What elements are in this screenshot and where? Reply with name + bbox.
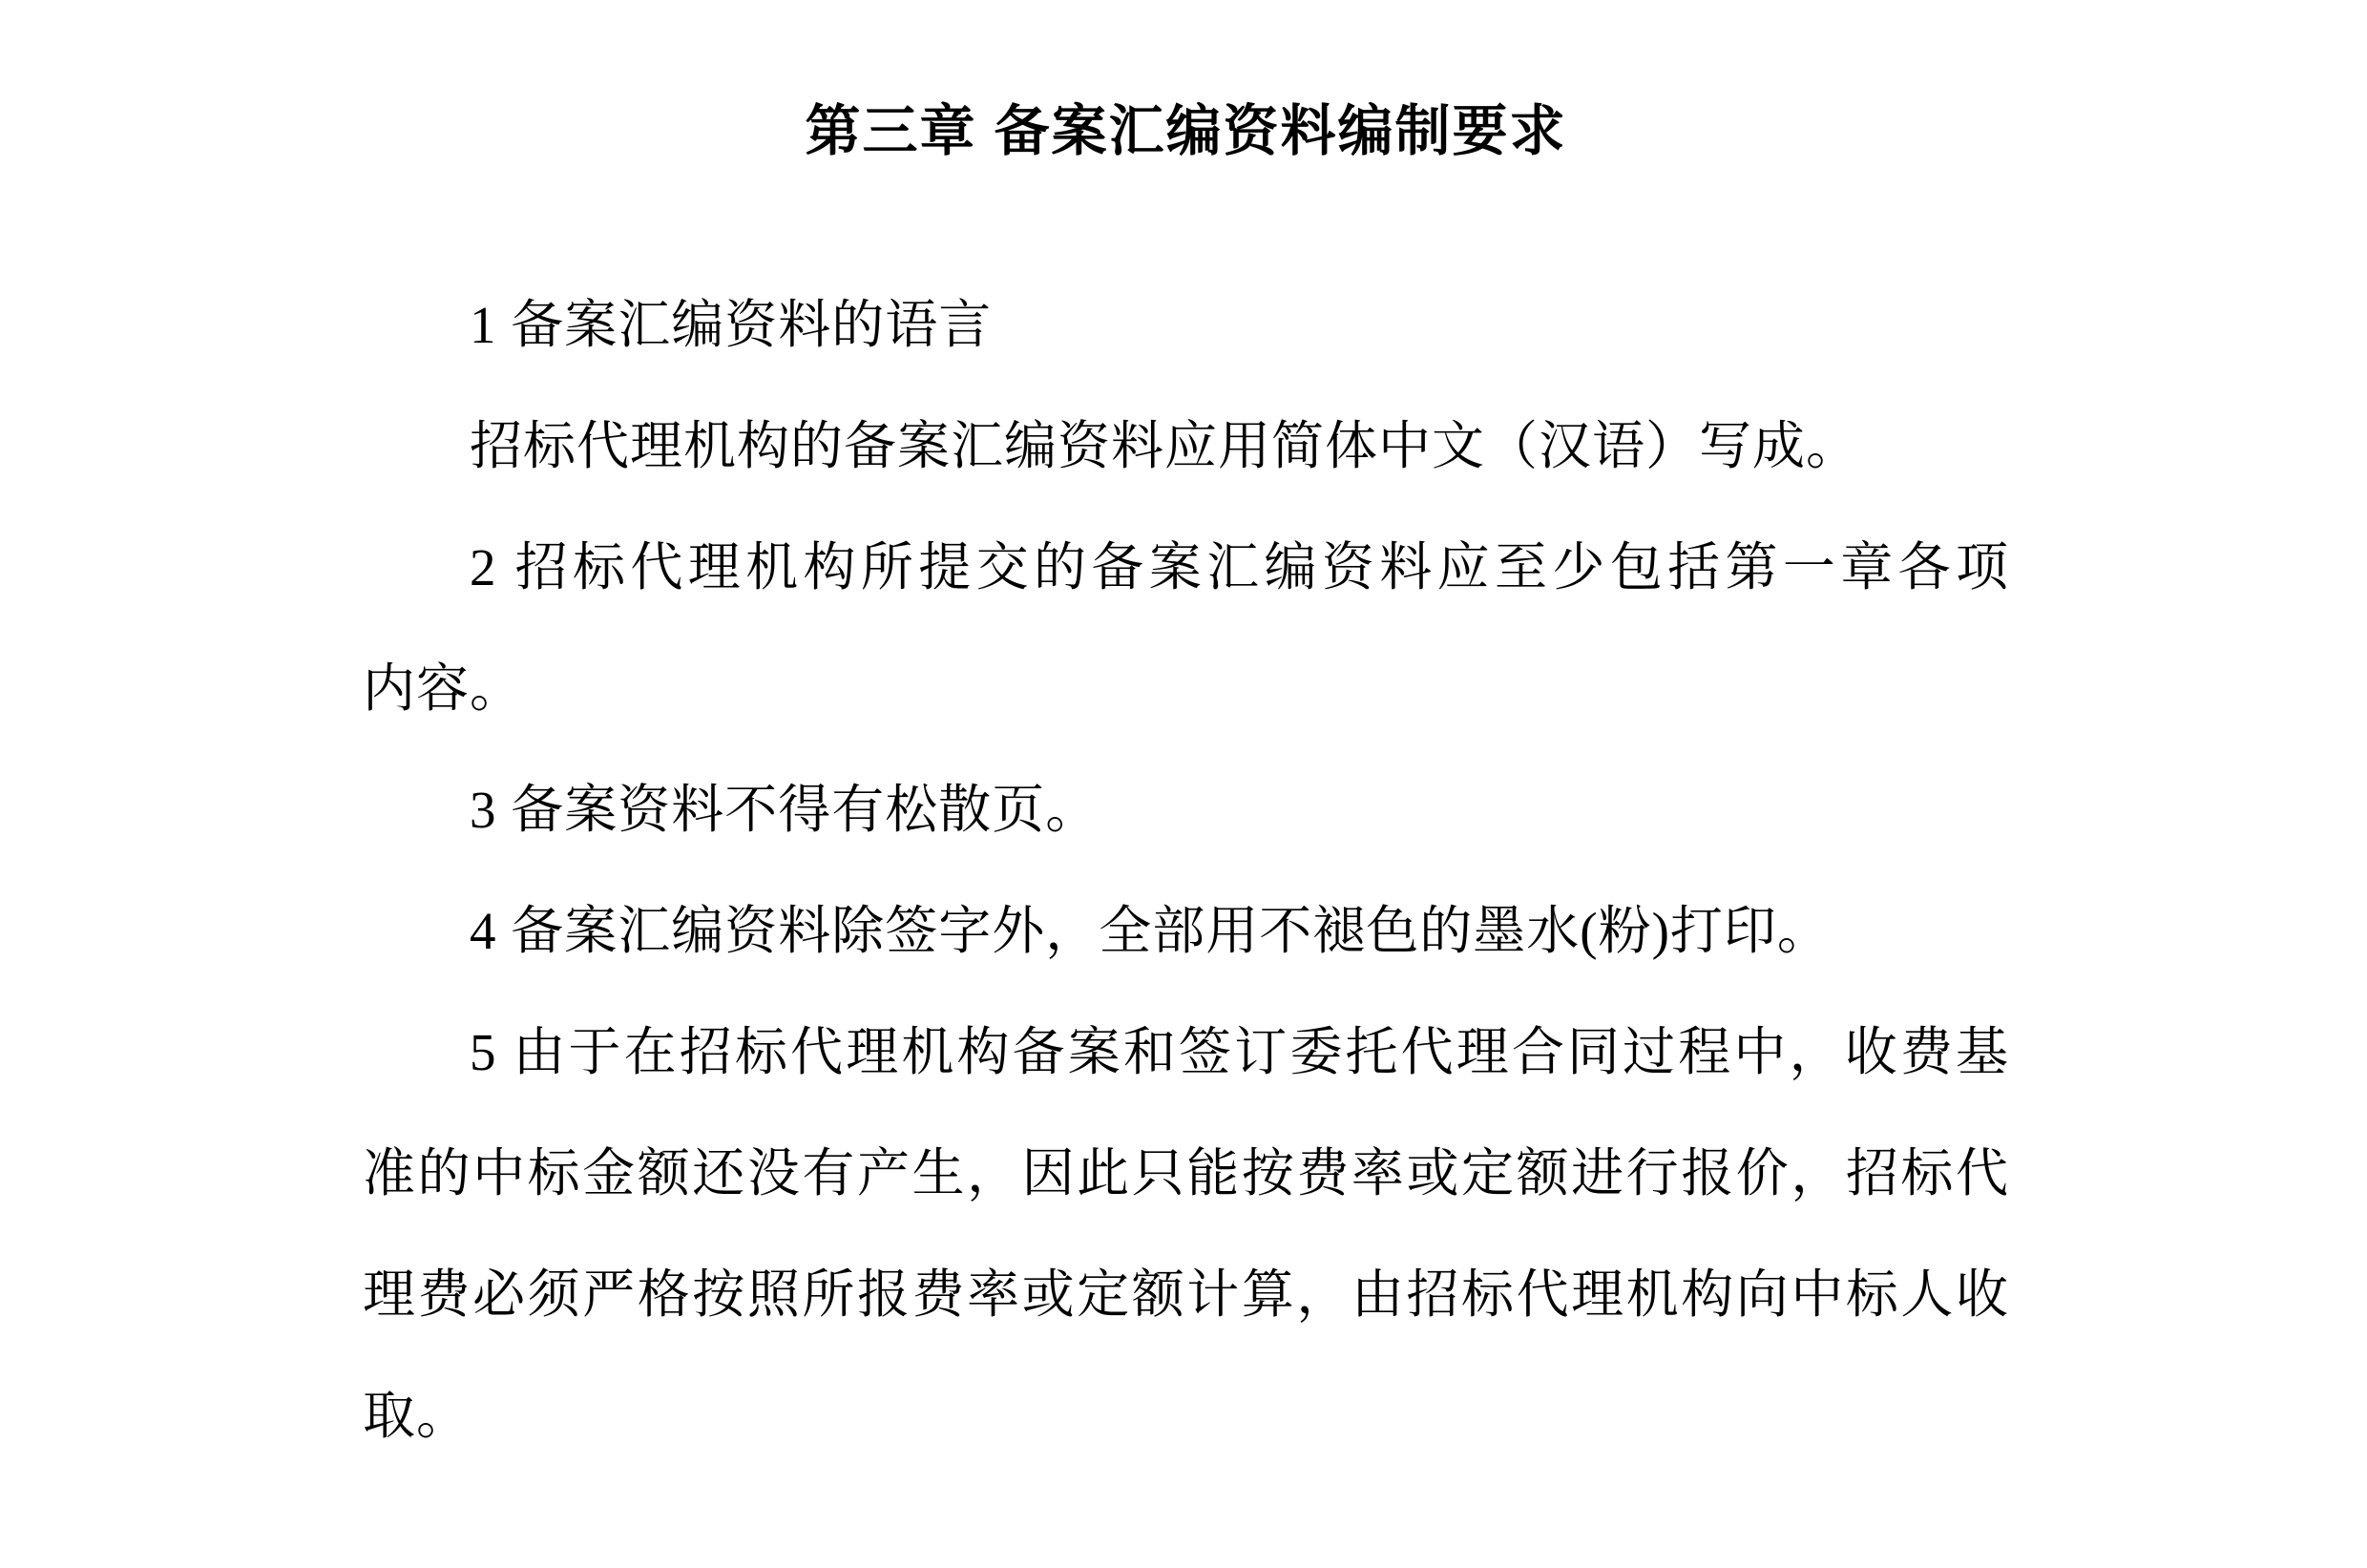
- page-title: 第三章 备案汇编资料编制要求: [805, 100, 1567, 162]
- body-line: 内容。: [363, 659, 524, 718]
- body-line: 1 备案汇编资料的语言: [470, 296, 993, 354]
- body-line: 取。: [363, 1387, 471, 1445]
- body-line: 2 招标代理机构所提交的备案汇编资料应至少包括第一章各项: [470, 538, 2009, 596]
- body-line: 招标代理机构的备案汇编资料应用简体中文（汉语）写成。: [470, 417, 1860, 475]
- body-line: 3 备案资料不得有松散页。: [470, 781, 1100, 839]
- body-line: 理费必须严格按照所报费率或定额计算，由招标代理机构向中标人收: [363, 1265, 2009, 1324]
- body-line: 5 由于在招标代理机构备案和签订委托代理合同过程中，收费基: [470, 1023, 2009, 1081]
- document-body: [363, 264, 2009, 1476]
- body-line: 准的中标金额还没有产生，因此只能按费率或定额进行报价，招标代: [363, 1144, 2009, 1202]
- body-line: 4 备案汇编资料除签字外，全部用不褪色的墨水(粉)打印。: [470, 902, 1831, 960]
